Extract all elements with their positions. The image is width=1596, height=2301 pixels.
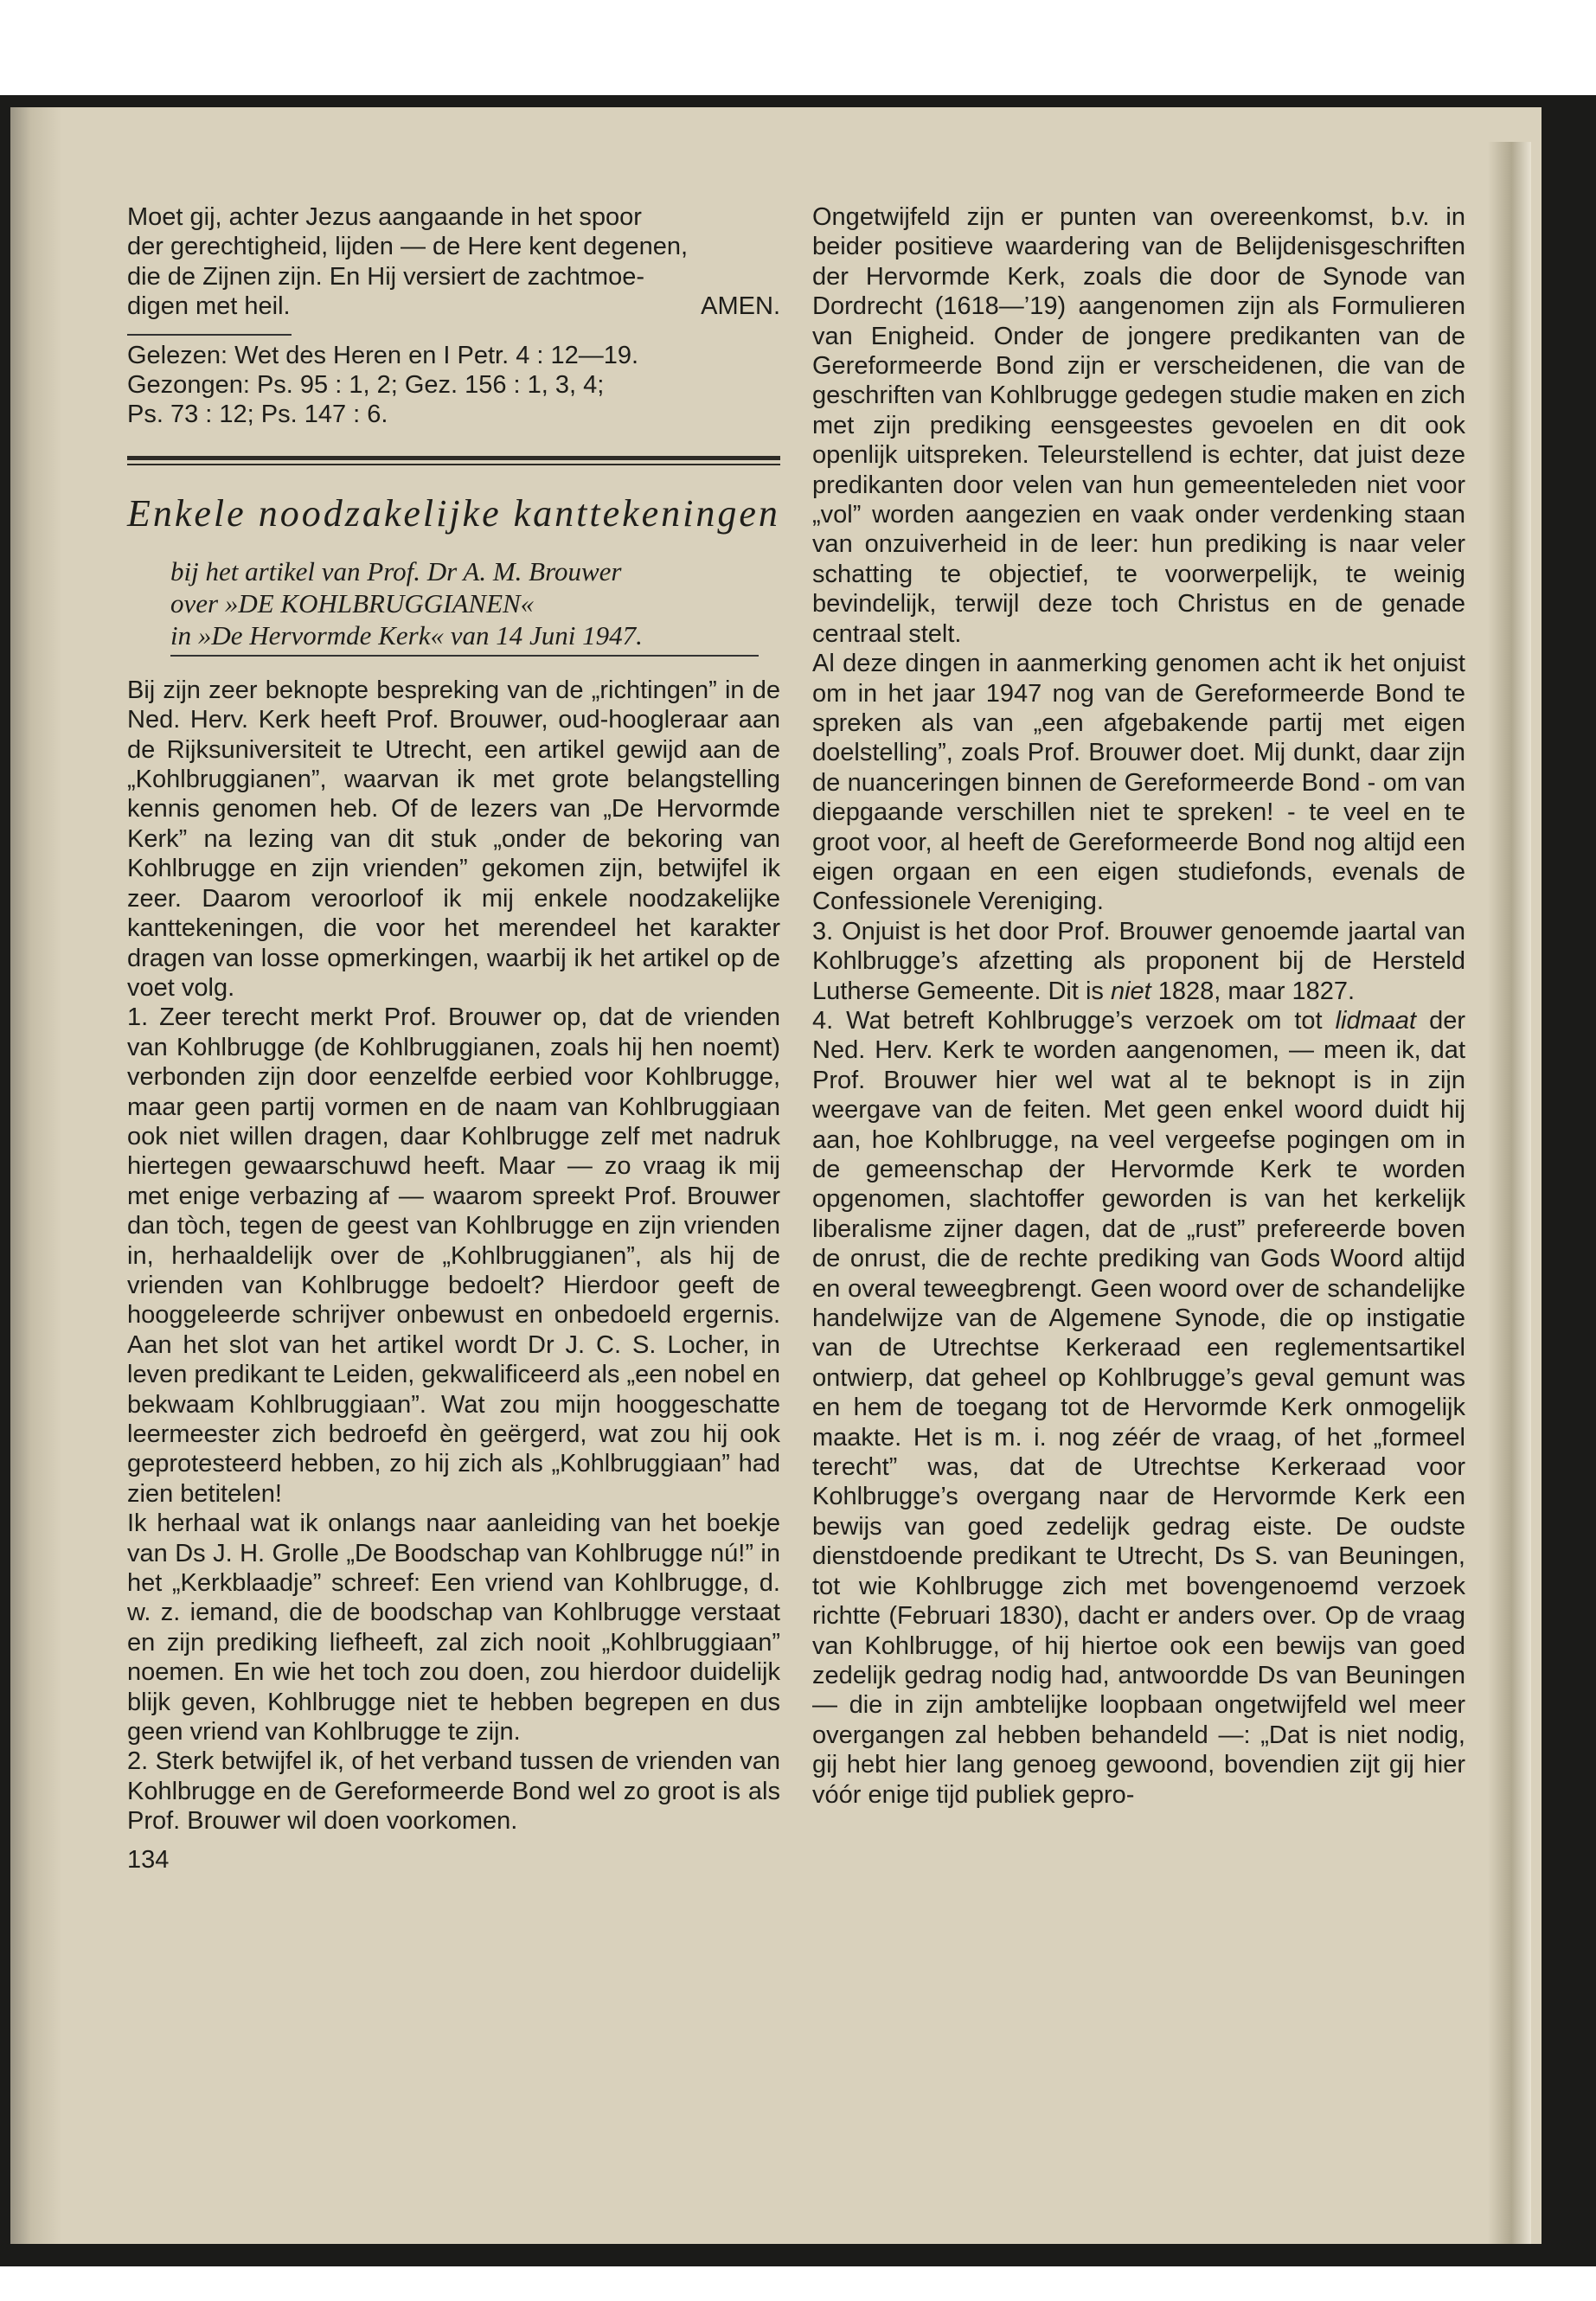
page-gutter-shadow <box>10 107 62 2244</box>
section-separator-thin <box>127 464 780 465</box>
gezongen-line-continued: Ps. 73 : 12; Ps. 147 : 6. <box>127 401 388 429</box>
paragraph: Al deze dingen in aanmerking genomen acht ik het onjuist om in het jaar 1947 nog van de Gereformeerde Bond te spreken als van „een afgebakende partij met eigen doelstelling”, zoals Prof. Brouwer doet. Mij dunkt, daar zijn de nuanceringen binnen de Gereformeerde Bond - om van diepgaande verschillen niet te spreken! - te veel en te groot voor, al heeft de Gereformeerde Bond nog altijd een eigen orgaan en een eigen studiefonds, evenals de Confessionele Vereniging. <box>812 650 1465 916</box>
paragraph-text: der Ned. Herv. Kerk te worden aangenomen, — meen ik, dat Prof. Brouwer hier wel wat al te beknopt is in zijn weergave van de feiten. Met geen enkel woord duidt hij aan, hoe Kohlbrugge, na veel vergeefse pogingen om in de gemeenschap der Hervormde Kerk te worden opgenomen, slachtoffer geworden is van het kerkelijk liberalisme zijner dagen, dat de „rust” prefereerde boven de onrust, die de rechte prediking van Gods Woord altijd en overal teweegbrengt. Geen woord over de schandelijke handelwijze van de Algemene Synode, die op instigatie van de Utrechtse Kerkeraad een reglementsartikel ontwierp, dat geheel op Kohlbrugge’s geval gemunt was en hem de toegang tot de Hervormde Kerk onmogelijk maakte. Het is m. i. nog zéér de vraag, of het „formeel terecht” was, dat de Utrechtse Kerkeraad voor Kohlbrugge’s overgang naar de Hervormde Kerk een bewijs van goed zedelijk gedrag eiste. De oudste dienstdoende predikant te Utrecht, Ds S. van Beuningen, tot wie Kohlbrugge zich met bovengenoemd verzoek richtte (Februari 1830), dacht er anders over. Op de vraag van Kohlbrugge, of hij hiertoe ook een bewijs van goed zedelijk gedrag nodig had, antwoordde Ds van Beuningen — die in zijn ambtelijke loopbaan ongetwijfeld wel meer overgangen zal hebben behandeld —: „Dat is niet nodig, gij hebt hier lang genoeg gewoond, bovendien zijt gij hier vóór enige tijd publiek gepro- <box>812 1006 1465 1809</box>
section-separator-thick <box>127 456 780 460</box>
book-page <box>10 107 1542 2244</box>
subtitle-rule <box>170 655 759 657</box>
paragraph: Bij zijn zeer beknopte bespreking van de „richtingen” in de Ned. Herv. Kerk heeft Prof. Brouwer, oud-hoogleraar aan de Rijksuniversiteit te Utrecht, een artikel gewijd aan de „Kohlbruggianen”, waarvan ik met grote belangstelling kennis genomen heb. Of de lezers van „De Hervormde Kerk” na lezing van dit stuk „onder de bekoring van Kohlbrugge en zijn vrienden” gekomen zijn, betwijfel ik zeer. Daarom veroorloof ik mij enkele noodzakelijke kanttekeningen, die voor het merendeel het karakter dragen van losse opmerkingen, waarbij ik het artikel op de voet volg. <box>127 676 780 1002</box>
paragraph-4 <box>812 1006 1465 1810</box>
article-body-right <box>812 202 1465 1810</box>
article-title: Enkele noodzakelijke kanttekeningen <box>127 491 780 535</box>
closing-verse <box>127 202 780 322</box>
paragraph: Ik herhaal wat ik onlangs naar aanleiding van het boekje van Ds J. H. Grolle „De Boodschap van Kohlbrugge nú!” in het „Kerkblaadje” schreef: Een vriend van Kohlbrugge, d. w. z. iemand, die de boodschap van Kohlbrugge verstaat en zijn prediking liefheeft, zal zich nooit „Kohlbruggiaan” noemen. En wie het toch zou doen, zou hierdoor duidelijk blijk geven, Kohlbrugge niet te hebben begrepen en dus geen vriend van Kohlbrugge te zijn. <box>127 1509 780 1747</box>
paragraph-text: 1828, maar 1827. <box>1151 977 1356 1005</box>
right-column <box>812 202 1465 1810</box>
article-subtitle-line: over »DE KOHLBRUGGIANEN« <box>170 587 535 619</box>
article-subtitle-line: in »De Hervormde Kerk« van 14 Juni 1947. <box>170 619 643 651</box>
left-column <box>127 202 780 1875</box>
gelezen-line: Gelezen: Wet des Heren en I Petr. 4 : 12—19. <box>127 341 639 369</box>
article-body-left <box>127 676 780 1836</box>
verse-line: Moet gij, achter Jezus aangaande in het spoor <box>127 203 642 231</box>
article-subtitle-line: bij het artikel van Prof. Dr A. M. Brouwer <box>170 555 622 586</box>
paragraph: 1. Zeer terecht merkt Prof. Brouwer op, dat de vrienden van Kohlbrugge (de Kohlbruggianen, zoals hij hen noemt) verbonden zijn door eenzelfde eerbied voor Kohlbrugge, maar geen partij vormen en de naam van Kohlbruggiaan ook niet willen dragen, daar Kohlbrugge zelf met nadruk hiertegen gewaarschuwd heeft. Maar — zo vraag ik mij met enige verbazing af — waarom spreekt Prof. Brouwer dan tòch, tegen de geest van Kohlbrugge en zijn vrienden in, herhaaldelijk over de „Kohlbruggianen”, als hij de vrienden van Kohlbrugge bedoelt? Hierdoor geeft de hooggeleerde schrijver onbewust en onbedoeld ergernis. Aan het slot van het artikel wordt Dr J. C. S. Locher, in leven predikant te Leiden, gekwalificeerd als „een nobel en bekwaam Kohlbruggiaan”. Wat zou mijn hooggeschatte leermeester zich bedroefd èn geërgerd, wat zou hij ook geprotesteerd hebben, zo hij zich als „Kohlbruggiaan” had zien betitelen! <box>127 1003 780 1508</box>
page-content <box>127 202 1529 2218</box>
paragraph: Ongetwijfeld zijn er punten van overeenkomst, b.v. in beider positieve waardering van de Belijdenisgeschriften der Hervormde Kerk, zoals die door de Synode van Dordrecht (1618—’19) aangenomen zijn als Formulieren van Enigheid. Onder de jongere predikanten van de Gereformeerde Bond zijn er verscheidenen, die van de geschriften van Kohlbrugge gedegen studie maken en zich met zijn prediking eensgeestes gevoelen en dit ook openlijk uitspreken. Teleurstellend is echter, dat juist deze predikanten door velen van hun gemeenteleden niet voor „vol” worden aangezien en vaak onder verdenking staan van onzuiverheid in de leer: hun prediking is naar veler schatting te objectief, te voorwerpelijk, te weinig bevindelijk, terwijl deze toch Christus en de genade centraal stelt. <box>812 203 1465 648</box>
gezongen-line: Gezongen: Ps. 95 : 1, 2; Gez. 156 : 1, 3, 4; <box>127 371 605 400</box>
emphasis: niet <box>1110 977 1151 1005</box>
verse-line: der gerechtigheid, lijden — de Here kent degenen, <box>127 233 689 261</box>
short-separator <box>127 334 292 336</box>
verse-last-line <box>127 292 780 321</box>
amen: AMEN. <box>701 292 780 321</box>
scan-background <box>0 95 1596 2266</box>
page-number: 134 <box>127 1845 170 1874</box>
paragraph-text: 3. Onjuist is het door Prof. Brouwer genoemde jaartal van Kohlbrugge’s afzetting als proponent bij de Hersteld Lutherse Gemeente. Dit is <box>812 917 1465 1005</box>
paragraph: 2. Sterk betwijfel ik, of het verband tussen de vrienden van Kohlbrugge en de Gereformeerde Bond wel zo groot is als Prof. Brouwer wil doen voorkomen. <box>127 1747 780 1836</box>
emphasis: lidmaat <box>1335 1006 1417 1035</box>
verse-line: die de Zijnen zijn. En Hij versiert de zachtmoe- <box>127 262 644 291</box>
verse-line: digen met heil. <box>127 292 291 321</box>
paragraph-3 <box>812 917 1465 1006</box>
paragraph-text: 4. Wat betreft Kohlbrugge’s verzoek om tot <box>812 1006 1336 1035</box>
